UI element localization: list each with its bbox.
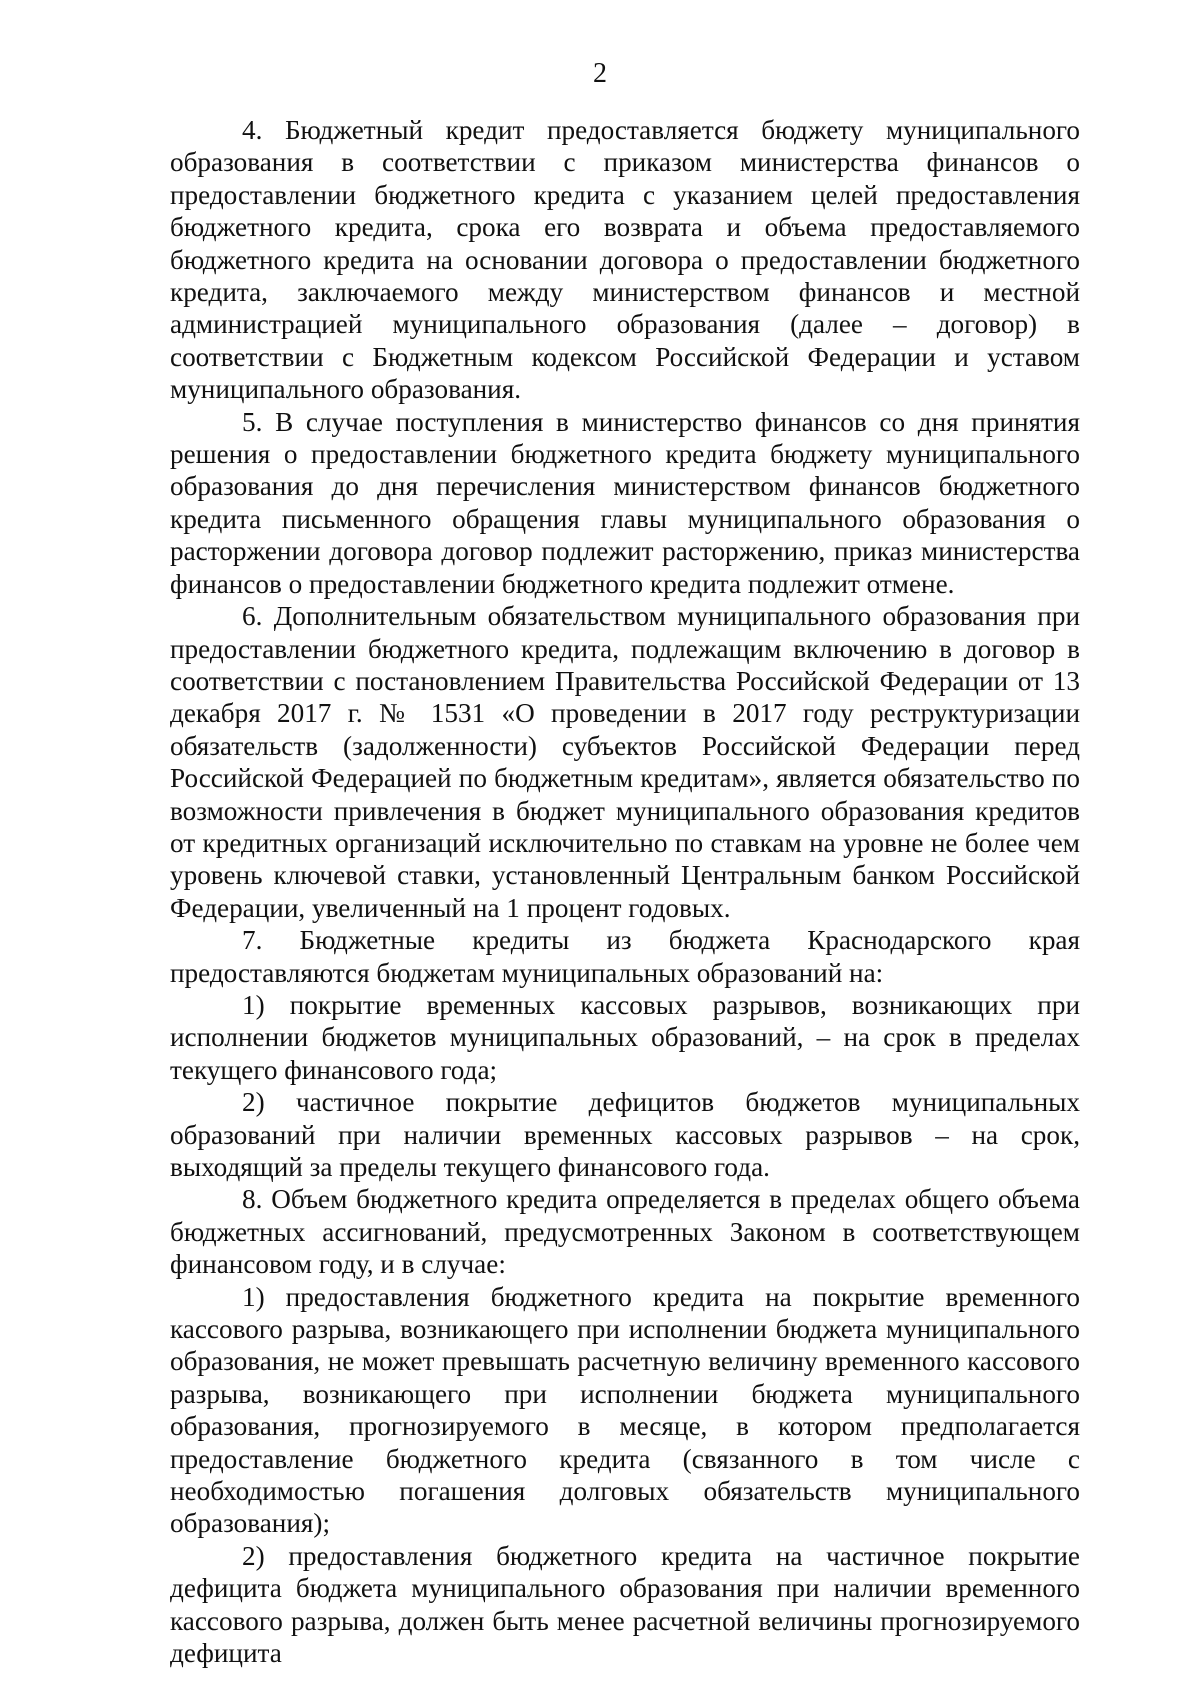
paragraph-8: 8. Объем бюджетного кредита определяется в пределах общего объема бюджетных ассигнований, предусмотренных Законом в соответствующем финансовом году, и в случае: bbox=[170, 1184, 1080, 1280]
paragraph-7: 7. Бюджетные кредиты из бюджета Краснодарского края предоставляются бюджетам муниципальных образований на: bbox=[170, 925, 1080, 988]
paragraph-4: 4. Бюджетный кредит предоставляется бюджету муниципального образования в соответствии с приказом министерства финансов о предоставлении бюджетного кредита с указанием целей предоставления бюджетного кредита, срока его возврата и объема предоставляемого бюджетного кредита на основании договора о предоставлении бюджетного кредита, заключаемого между министерством финансов и местной администрацией муниципального образования (далее – договор) в соответствии с Бюджетным кодексом Российской Федерации и уставом муниципального образования. bbox=[170, 115, 1080, 405]
paragraph-6: 6. Дополнительным обязательством муниципального образования при предоставлении бюджетного кредита, подлежащим включению в договор в соответствии с постановлением Правительства Российской Федерации от 13 декабря 2017 г. № 1531 «О проведении в 2017 году реструктуризации обязательств (задолженности) субъектов Российской Федерации перед Российской Федерацией по бюджетным кредитам», является обязательство по возможности привлечения в бюджет муниципального образования кредитов от кредитных организаций исключительно по ставкам на уровне не более чем уровень ключевой ставки, установленный Центральным банком Российской Федерации, увеличенный на 1 процент годовых. bbox=[170, 601, 1080, 923]
paragraph-7-item-1: 1) покрытие временных кассовых разрывов, возникающих при исполнении бюджетов муниципальных образований, – на срок в пределах текущего финансового года; bbox=[170, 989, 1080, 1085]
paragraph-5: 5. В случае поступления в министерство финансов со дня принятия решения о предоставлении бюджетного кредита бюджету муниципального образования до дня перечисления министерством финансов бюджетного кредита письменного обращения главы муниципального образования о расторжении договора договор подлежит расторжению, приказ министерства финансов о предоставлении бюджетного кредита подлежит отмене. bbox=[170, 406, 1080, 599]
paragraph-8-item-2: 2) предоставления бюджетного кредита на частичное покрытие дефицита бюджета муниципального образования при наличии временного кассового разрыва, должен быть менее расчетной величины прогнозируемого дефицита bbox=[170, 1540, 1080, 1669]
document-body bbox=[170, 114, 1080, 1670]
page-number: 2 bbox=[593, 58, 607, 89]
paragraph-7-item-2: 2) частичное покрытие дефицитов бюджетов муниципальных образований при наличии временных кассовых разрывов – на срок, выходящий за пределы текущего финансового года. bbox=[170, 1087, 1080, 1182]
paragraph-8-item-1: 1) предоставления бюджетного кредита на покрытие временного кассового разрыва, возникающего при исполнении бюджета муниципального образования, не может превышать расчетную величину временного кассового разрыва, возникающего при исполнении бюджета муниципального образования, прогнозируемого в месяце, в котором предполагается предоставление бюджетного кредита (связанного в том числе с необходимостью погашения долговых обязательств муниципального образования); bbox=[170, 1281, 1080, 1539]
